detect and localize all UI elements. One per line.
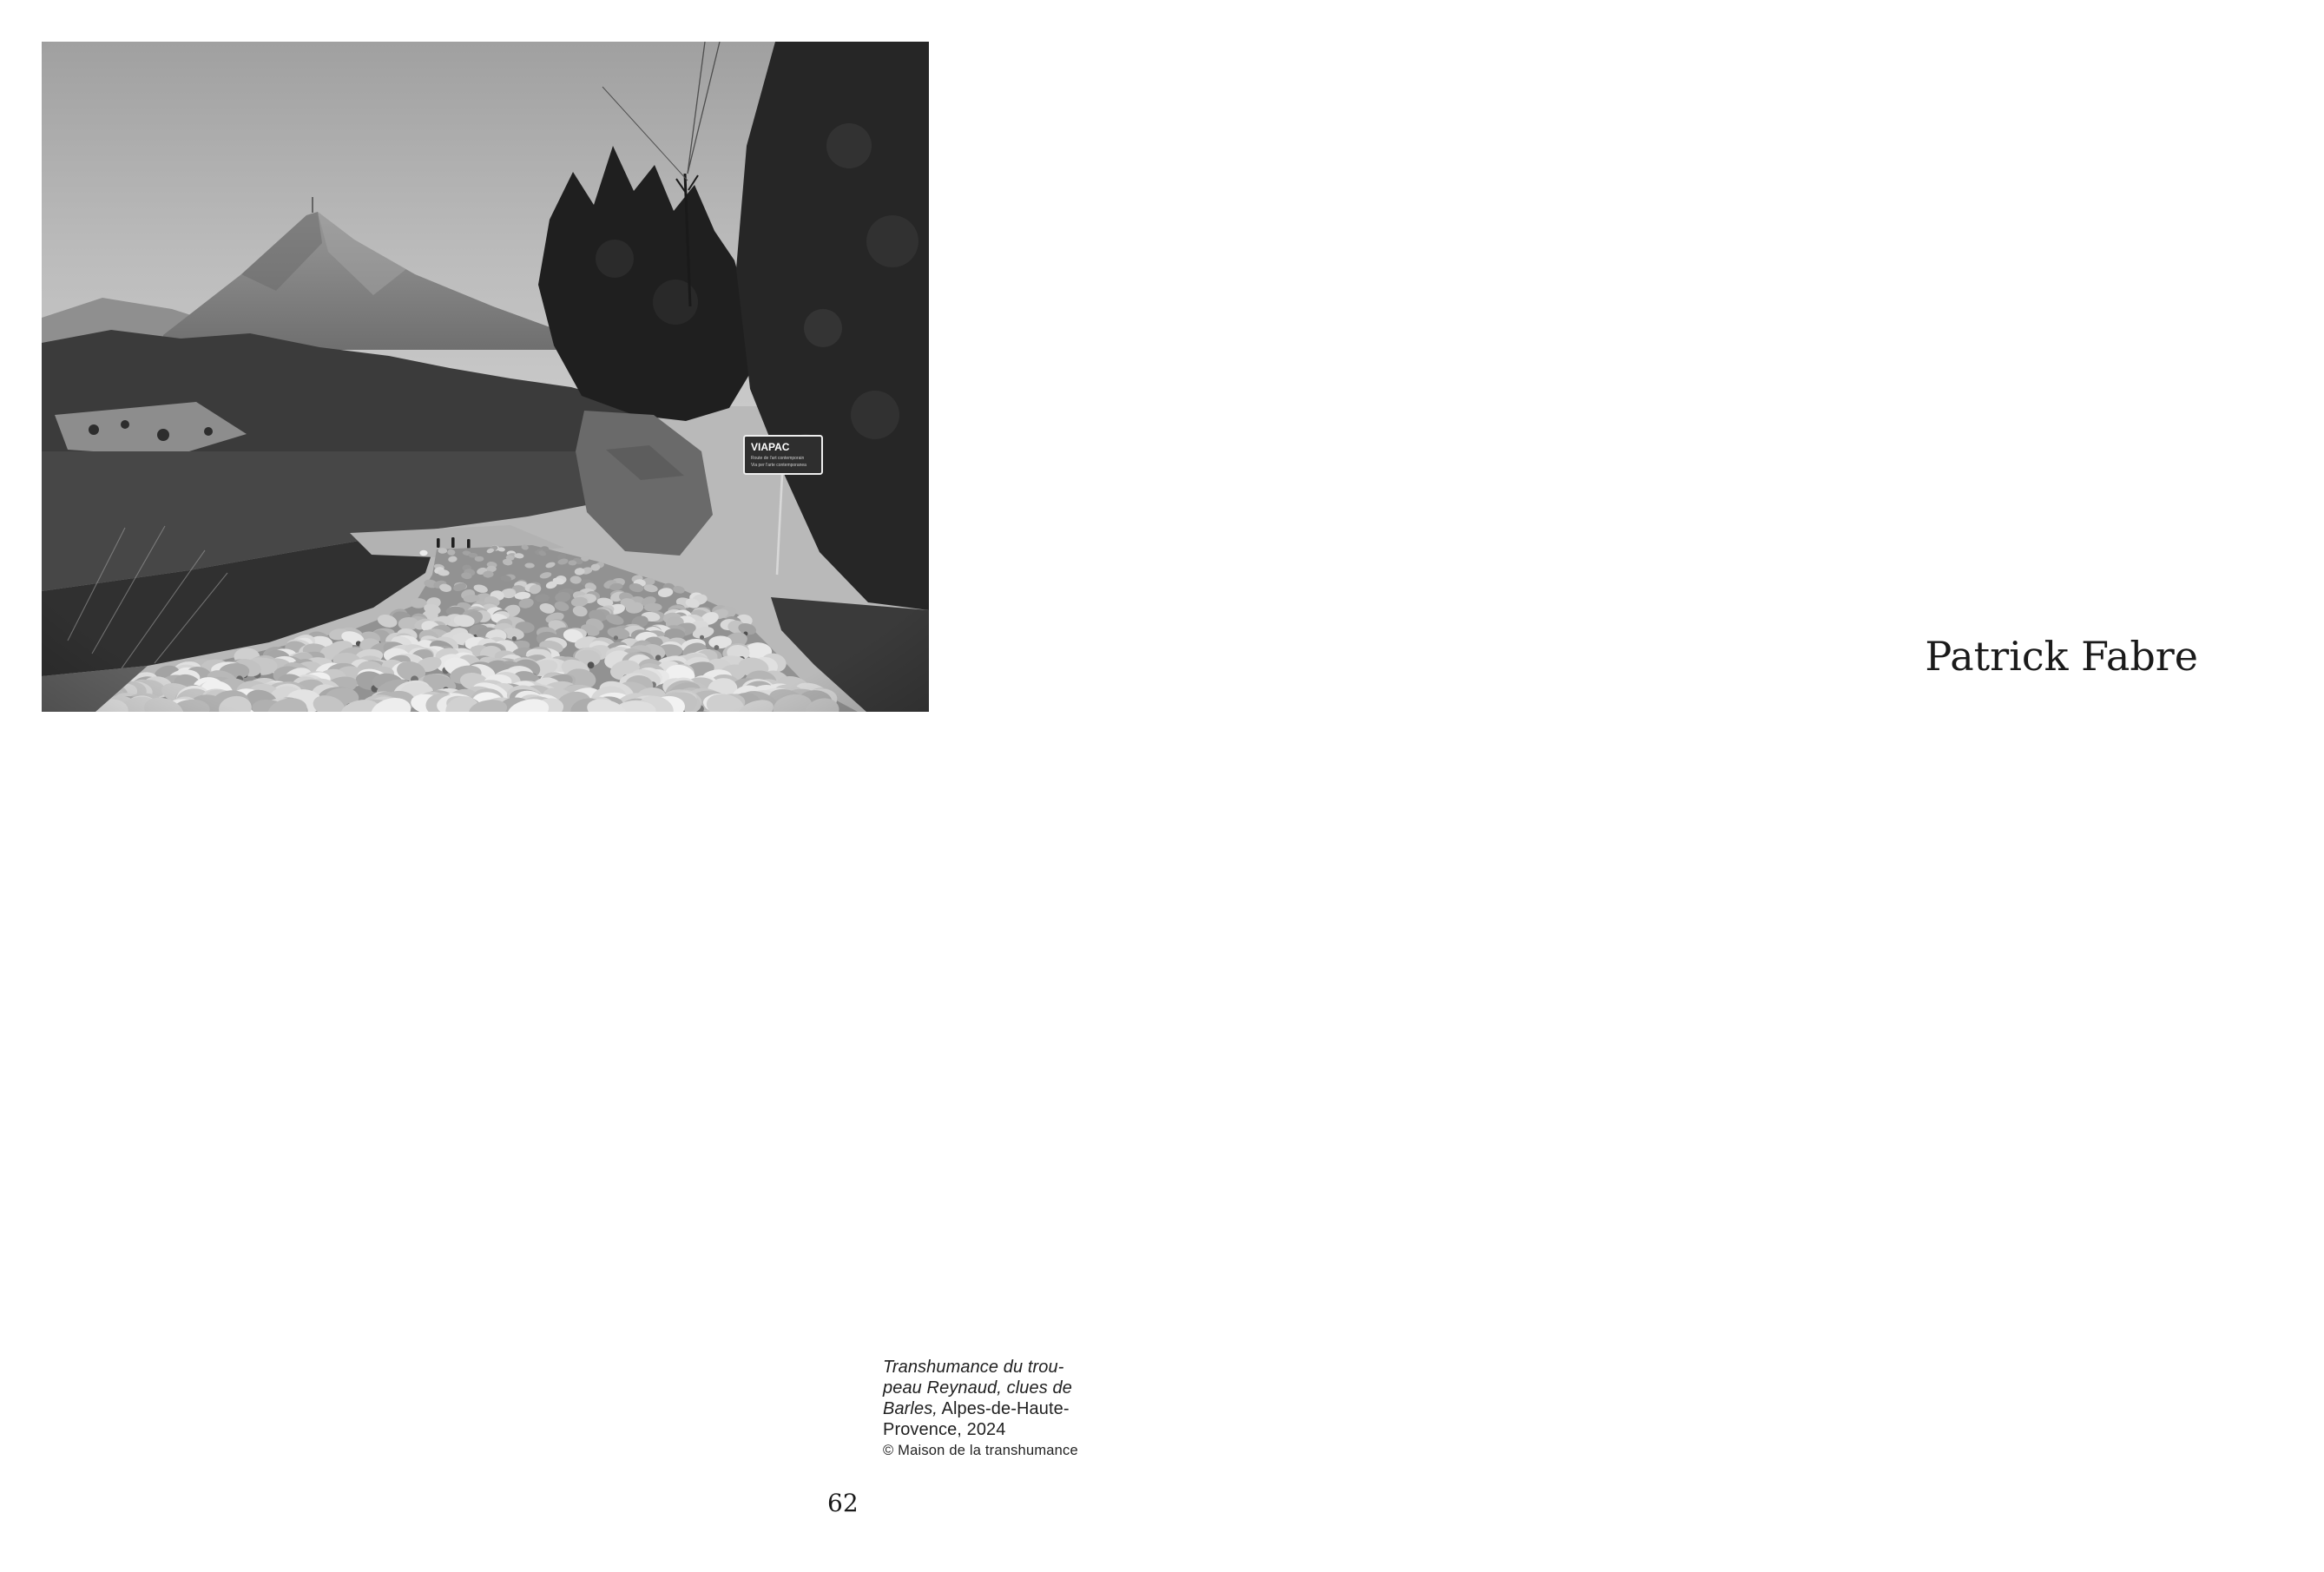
caption-line: Transhumance du trou- — [883, 1358, 1064, 1377]
photo-caption — [883, 1357, 1100, 1440]
photo-credit: © Maison de la transhumance — [883, 1443, 1078, 1458]
page-right — [1162, 0, 2324, 1572]
caption-line: Barles, Alpes-de-Haute- — [883, 1399, 1070, 1418]
author-name: Patrick Fabre — [1925, 633, 2198, 680]
vignette — [42, 42, 929, 712]
caption-line: peau Reynaud, clues de — [883, 1378, 1072, 1398]
photo-transhumance — [42, 42, 929, 712]
photo-illustration — [42, 42, 929, 712]
page-number-left: 62 — [827, 1489, 859, 1517]
caption-line: Provence, 2024 — [883, 1420, 1006, 1439]
